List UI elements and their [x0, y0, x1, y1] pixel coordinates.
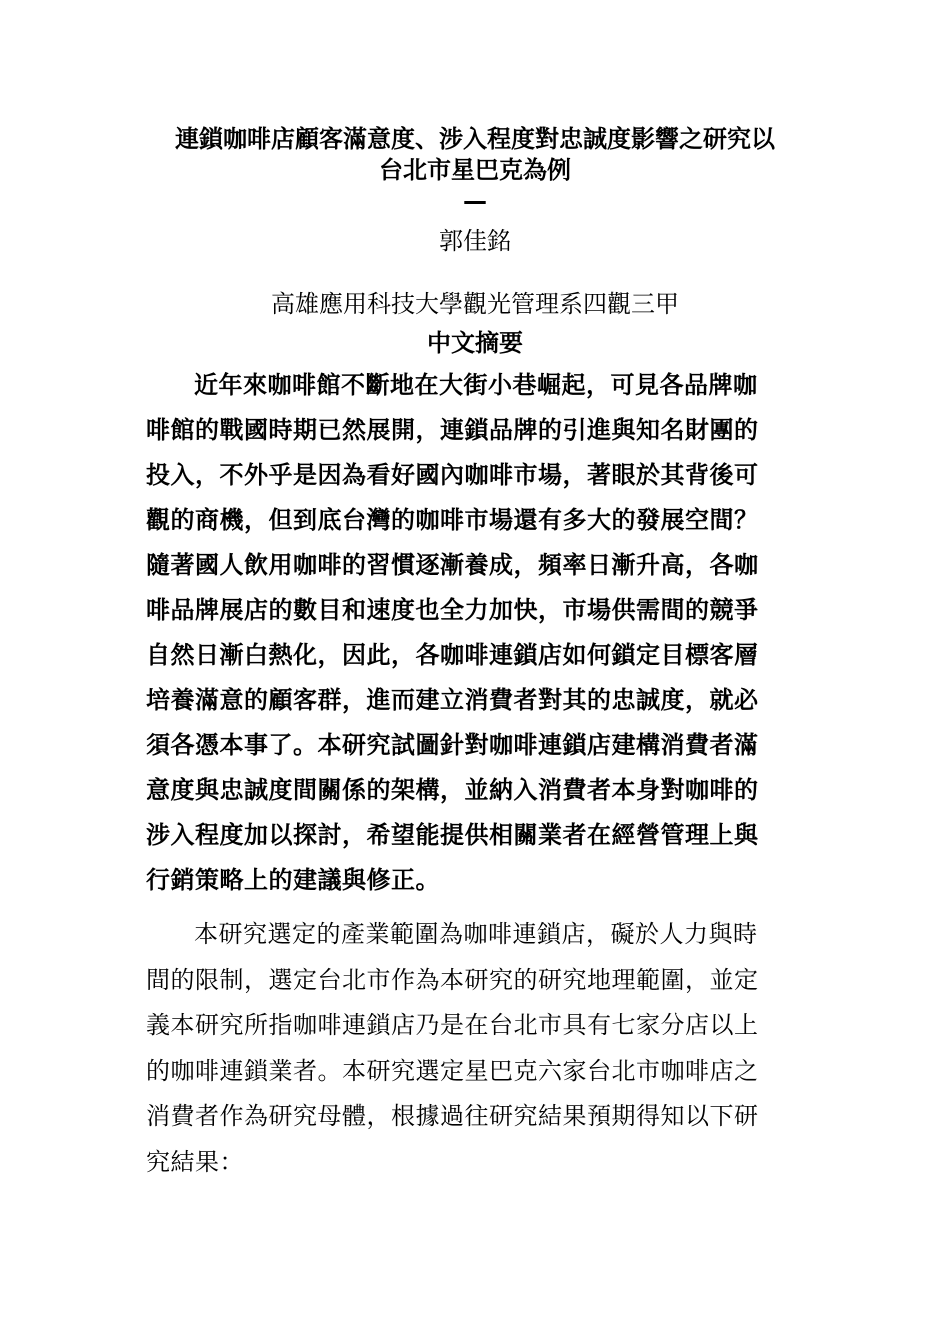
paragraph-line: 的咖啡連鎖業者。本研究選定星巴克六家台北市咖啡店之 — [146, 1056, 759, 1085]
abstract-heading: 中文摘要 — [427, 329, 523, 357]
paragraph-line: 隨著國人飲用咖啡的習慣逐漸養成，頻率日漸升高，各咖 — [146, 551, 759, 579]
document-title — [120, 124, 830, 217]
paragraph-line: 近年來咖啡館不斷地在大街小巷崛起，可見各品牌咖 — [194, 371, 758, 399]
paragraph-line: 觀的商機，但到底台灣的咖啡市場還有多大的發展空間？ — [146, 506, 759, 534]
paragraph-line: 本研究選定的產業範圍為咖啡連鎖店，礙於人力與時 — [194, 920, 758, 948]
paragraph-line: 消費者作為研究母體，根據過往研究結果預期得知以下研 — [146, 1102, 759, 1130]
abstract-paragraph-1 — [146, 363, 816, 903]
paragraph-line: 自然日漸白熱化，因此，各咖啡連鎖店如何鎖定目標客層 — [146, 641, 759, 669]
paragraph-line: 間的限制，選定台北市作為本研究的研究地理範圍，並定 — [146, 965, 759, 994]
title-dash: — — [463, 187, 487, 215]
paragraph-line: 行銷策略上的建議與修正。 — [146, 866, 440, 894]
paragraph-line: 啡館的戰國時期已然展開，連鎖品牌的引進與知名財團的 — [146, 416, 759, 444]
paragraph-line: 意度與忠誠度間關係的架構，並納入消費者本身對咖啡的 — [146, 776, 759, 804]
paragraph-line: 啡品牌展店的數目和速度也全力加快，市場供需間的競爭 — [146, 596, 759, 624]
author-name: 郭佳銘 — [439, 227, 511, 255]
paragraph-line: 培養滿意的顧客群，進而建立消費者對其的忠誠度，就必 — [146, 686, 759, 714]
paragraph-line: 投入，不外乎是因為看好國內咖啡市場，著眼於其背後可 — [146, 461, 759, 489]
paragraph-line: 須各憑本事了。本研究試圖針對咖啡連鎖店建構消費者滿 — [146, 731, 759, 759]
paragraph-line: 涉入程度加以探討，希望能提供相關業者在經營管理上與 — [146, 821, 759, 849]
paragraph-line: 究結果： — [146, 1147, 244, 1176]
paragraph-line: 義本研究所指咖啡連鎖店乃是在台北市具有七家分店以上 — [146, 1011, 759, 1039]
title-line: 台北市星巴克為例 — [379, 156, 571, 184]
title-line: 連鎖咖啡店顧客滿意度、涉入程度對忠誠度影響之研究以 — [175, 125, 775, 153]
author-affiliation: 高雄應用科技大學觀光管理系四觀三甲 — [271, 290, 679, 318]
abstract-paragraph-2 — [146, 912, 816, 1185]
